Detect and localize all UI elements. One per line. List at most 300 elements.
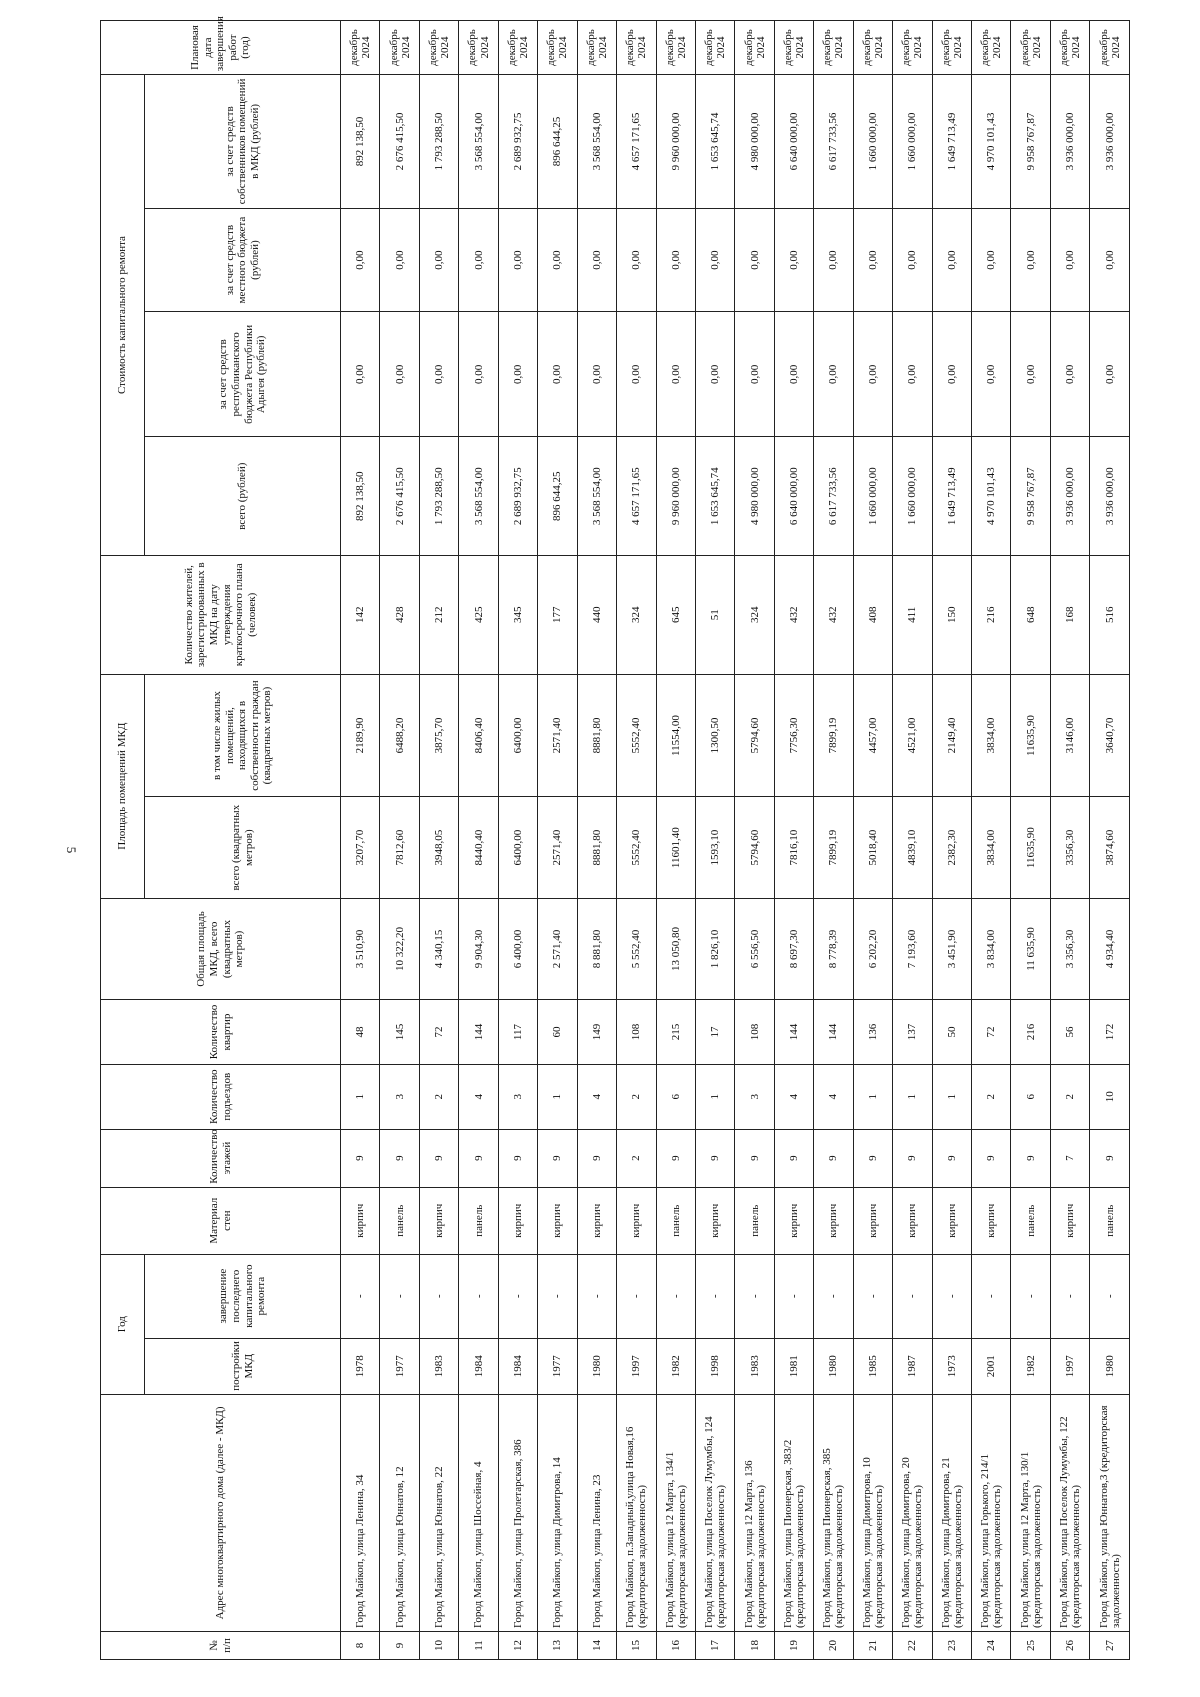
header-apartments: Количество квартир (101, 1000, 341, 1065)
row-walls: панель (380, 1187, 419, 1254)
row-entrances: 1 (893, 1064, 932, 1129)
table-row (617, 21, 656, 1660)
row-cost-republic: 0,00 (1090, 312, 1130, 437)
row-year-repair: - (774, 1254, 813, 1338)
row-entrances: 4 (814, 1064, 853, 1129)
row-year-built: 1982 (1011, 1338, 1050, 1394)
row-deadline: декабрь 2024 (695, 21, 734, 75)
row-year-built: 1977 (538, 1338, 577, 1394)
row-cost-republic: 0,00 (1011, 312, 1050, 437)
row-cost-republic: 0,00 (341, 312, 380, 437)
row-cost-local: 0,00 (419, 208, 458, 312)
row-number: 25 (1011, 1631, 1050, 1659)
row-cost-republic: 0,00 (932, 312, 971, 437)
row-apartments: 216 (1011, 1000, 1050, 1065)
row-cost-total: 1 793 288,50 (419, 437, 458, 556)
row-number: 11 (459, 1631, 498, 1659)
row-walls: кирпич (1050, 1187, 1089, 1254)
row-walls: кирпич (341, 1187, 380, 1254)
row-address: Город Майкоп, улица Пролетарская, 386 (498, 1394, 537, 1631)
row-address: Город Майкоп, улица 12 Марта, 130/1 (кредиторская задолженность) (1011, 1394, 1050, 1631)
header-area-group: Площадь помещений МКД (101, 674, 145, 898)
row-cost-owners: 2 676 415,50 (380, 75, 419, 209)
row-deadline: декабрь 2024 (419, 21, 458, 75)
row-total-area: 1 826,10 (695, 898, 734, 999)
row-residents: 648 (1011, 555, 1050, 674)
table-row (735, 21, 774, 1660)
row-area-owned: 7899,19 (814, 674, 853, 797)
row-number: 23 (932, 1631, 971, 1659)
row-area-total: 3834,00 (972, 797, 1011, 898)
row-cost-total: 896 644,25 (538, 437, 577, 556)
row-cost-owners: 1 649 713,49 (932, 75, 971, 209)
table-row (932, 21, 971, 1660)
row-year-built: 1980 (814, 1338, 853, 1394)
row-area-total: 2382,30 (932, 797, 971, 898)
row-area-owned: 3875,70 (419, 674, 458, 797)
row-total-area: 7 193,60 (893, 898, 932, 999)
row-floors: 9 (972, 1129, 1011, 1187)
row-number: 10 (419, 1631, 458, 1659)
row-cost-republic: 0,00 (577, 312, 616, 437)
table-row (577, 21, 616, 1660)
row-address: Город Майкоп, улица Поселок Лумумбы, 122 (кредиторская задолженность) (1050, 1394, 1089, 1631)
row-year-built: 1984 (498, 1338, 537, 1394)
row-walls: кирпич (538, 1187, 577, 1254)
row-cost-local: 0,00 (972, 208, 1011, 312)
row-area-total: 5018,40 (853, 797, 892, 898)
table-row (656, 21, 695, 1660)
table-row (893, 21, 932, 1660)
row-cost-republic: 0,00 (853, 312, 892, 437)
row-total-area: 6 556,50 (735, 898, 774, 999)
row-entrances: 6 (656, 1064, 695, 1129)
row-cost-owners: 1 660 000,00 (893, 75, 932, 209)
row-area-owned: 4457,00 (853, 674, 892, 797)
row-cost-local: 0,00 (774, 208, 813, 312)
row-cost-local: 0,00 (341, 208, 380, 312)
rotated-table-container (100, 16, 1130, 1660)
row-area-total: 1593,10 (695, 797, 734, 898)
row-area-total: 11635,90 (1011, 797, 1050, 898)
row-residents: 142 (341, 555, 380, 674)
header-year-group: Год (101, 1254, 145, 1394)
row-floors: 9 (893, 1129, 932, 1187)
row-year-repair: - (695, 1254, 734, 1338)
row-apartments: 144 (774, 1000, 813, 1065)
row-area-owned: 5552,40 (617, 674, 656, 797)
row-cost-local: 0,00 (380, 208, 419, 312)
row-deadline: декабрь 2024 (932, 21, 971, 75)
row-cost-total: 3 936 000,00 (1090, 437, 1130, 556)
row-apartments: 149 (577, 1000, 616, 1065)
row-cost-republic: 0,00 (774, 312, 813, 437)
row-address: Город Майкоп, улица Ленина, 34 (341, 1394, 380, 1631)
row-floors: 9 (577, 1129, 616, 1187)
row-apartments: 60 (538, 1000, 577, 1065)
table-body (341, 21, 1130, 1660)
row-cost-total: 1 649 713,49 (932, 437, 971, 556)
row-cost-local: 0,00 (538, 208, 577, 312)
row-cost-local: 0,00 (577, 208, 616, 312)
row-total-area: 4 934,40 (1090, 898, 1130, 999)
row-entrances: 2 (419, 1064, 458, 1129)
row-entrances: 10 (1090, 1064, 1130, 1129)
row-address: Город Майкоп, улица Юннатов, 22 (419, 1394, 458, 1631)
row-cost-local: 0,00 (893, 208, 932, 312)
row-year-repair: - (932, 1254, 971, 1338)
row-cost-owners: 3 568 554,00 (577, 75, 616, 209)
row-residents: 324 (617, 555, 656, 674)
row-cost-local: 0,00 (1011, 208, 1050, 312)
row-residents: 425 (459, 555, 498, 674)
row-floors: 9 (1011, 1129, 1050, 1187)
page-number: 5 (64, 846, 79, 854)
row-walls: кирпич (419, 1187, 458, 1254)
row-walls: панель (656, 1187, 695, 1254)
row-residents: 150 (932, 555, 971, 674)
row-year-built: 1987 (893, 1338, 932, 1394)
row-number: 22 (893, 1631, 932, 1659)
row-area-owned: 1300,50 (695, 674, 734, 797)
row-number: 26 (1050, 1631, 1089, 1659)
row-floors: 2 (617, 1129, 656, 1187)
row-apartments: 144 (459, 1000, 498, 1065)
header-number: № п/п (101, 1631, 341, 1659)
row-area-owned: 6400,00 (498, 674, 537, 797)
row-cost-owners: 4 980 000,00 (735, 75, 774, 209)
row-cost-total: 9 960 000,00 (656, 437, 695, 556)
row-total-area: 9 904,30 (459, 898, 498, 999)
row-number: 14 (577, 1631, 616, 1659)
table-header (101, 16, 341, 1660)
row-year-built: 1997 (617, 1338, 656, 1394)
row-address: Город Майкоп, улица 12 Марта, 134/1 (кредиторская задолженность) (656, 1394, 695, 1631)
row-cost-owners: 2 689 932,75 (498, 75, 537, 209)
row-entrances: 2 (1050, 1064, 1089, 1129)
row-apartments: 48 (341, 1000, 380, 1065)
row-year-repair: - (735, 1254, 774, 1338)
row-walls: панель (459, 1187, 498, 1254)
table-row (1011, 21, 1050, 1660)
row-walls: панель (735, 1187, 774, 1254)
row-floors: 9 (341, 1129, 380, 1187)
row-year-repair: - (538, 1254, 577, 1338)
row-year-built: 1985 (853, 1338, 892, 1394)
row-entrances: 4 (459, 1064, 498, 1129)
row-total-area: 13 050,80 (656, 898, 695, 999)
row-cost-total: 4 657 171,65 (617, 437, 656, 556)
row-deadline: декабрь 2024 (341, 21, 380, 75)
row-walls: кирпич (695, 1187, 734, 1254)
row-cost-local: 0,00 (498, 208, 537, 312)
row-cost-total: 9 958 767,87 (1011, 437, 1050, 556)
row-total-area: 6 202,20 (853, 898, 892, 999)
row-cost-local: 0,00 (932, 208, 971, 312)
row-apartments: 137 (893, 1000, 932, 1065)
row-walls: кирпич (893, 1187, 932, 1254)
row-cost-total: 2 689 932,75 (498, 437, 537, 556)
row-cost-total: 6 617 733,56 (814, 437, 853, 556)
row-address: Город Майкоп, улица Горького, 214/1 (кредиторская задолженность) (972, 1394, 1011, 1631)
row-area-owned: 11554,00 (656, 674, 695, 797)
row-apartments: 72 (972, 1000, 1011, 1065)
row-cost-republic: 0,00 (735, 312, 774, 437)
row-deadline: декабрь 2024 (972, 21, 1011, 75)
row-walls: кирпич (617, 1187, 656, 1254)
row-area-total: 3356,30 (1050, 797, 1089, 898)
row-entrances: 3 (735, 1064, 774, 1129)
row-residents: 168 (1050, 555, 1089, 674)
row-address: Город Майкоп, улица Димитрова, 14 (538, 1394, 577, 1631)
row-cost-republic: 0,00 (656, 312, 695, 437)
row-entrances: 6 (1011, 1064, 1050, 1129)
row-entrances: 4 (577, 1064, 616, 1129)
row-cost-republic: 0,00 (893, 312, 932, 437)
row-year-built: 2001 (972, 1338, 1011, 1394)
row-area-total: 5794,60 (735, 797, 774, 898)
row-number: 27 (1090, 1631, 1130, 1659)
header-area-total: всего (квадратных метров) (145, 797, 341, 898)
row-apartments: 172 (1090, 1000, 1130, 1065)
row-cost-owners: 3 568 554,00 (459, 75, 498, 209)
row-cost-local: 0,00 (695, 208, 734, 312)
row-number: 16 (656, 1631, 695, 1659)
header-address: Адрес многоквартирного дома (далее - МКД) (101, 1394, 341, 1631)
row-number: 19 (774, 1631, 813, 1659)
row-deadline: декабрь 2024 (735, 21, 774, 75)
row-area-total: 6400,00 (498, 797, 537, 898)
row-area-owned: 3640,70 (1090, 674, 1130, 797)
row-cost-owners: 9 958 767,87 (1011, 75, 1050, 209)
row-apartments: 145 (380, 1000, 419, 1065)
row-deadline: декабрь 2024 (617, 21, 656, 75)
row-cost-owners: 4 657 171,65 (617, 75, 656, 209)
row-deadline: декабрь 2024 (577, 21, 616, 75)
table-row (341, 21, 380, 1660)
table-row (1050, 21, 1089, 1660)
row-residents: 51 (695, 555, 734, 674)
row-floors: 9 (538, 1129, 577, 1187)
row-residents: 345 (498, 555, 537, 674)
row-residents: 516 (1090, 555, 1130, 674)
row-year-built: 1977 (380, 1338, 419, 1394)
row-floors: 9 (932, 1129, 971, 1187)
row-cost-local: 0,00 (656, 208, 695, 312)
row-year-repair: - (1011, 1254, 1050, 1338)
row-year-built: 1984 (459, 1338, 498, 1394)
header-walls: Материал стен (101, 1187, 341, 1254)
row-number: 13 (538, 1631, 577, 1659)
row-residents: 216 (972, 555, 1011, 674)
header-cost-local: за счет средств местного бюджета (рублей) (145, 208, 341, 312)
row-cost-owners: 6 640 000,00 (774, 75, 813, 209)
header-floors: Количество этажей (101, 1129, 341, 1187)
row-total-area: 11 635,90 (1011, 898, 1050, 999)
row-cost-owners: 9 960 000,00 (656, 75, 695, 209)
row-deadline: декабрь 2024 (1011, 21, 1050, 75)
row-residents: 212 (419, 555, 458, 674)
row-cost-total: 1 660 000,00 (893, 437, 932, 556)
table-row (459, 21, 498, 1660)
row-cost-total: 3 568 554,00 (459, 437, 498, 556)
row-residents: 428 (380, 555, 419, 674)
row-year-repair: - (617, 1254, 656, 1338)
row-residents: 432 (774, 555, 813, 674)
row-year-repair: - (853, 1254, 892, 1338)
row-area-total: 7812,60 (380, 797, 419, 898)
row-total-area: 8 881,80 (577, 898, 616, 999)
row-deadline: декабрь 2024 (814, 21, 853, 75)
row-area-owned: 5794,60 (735, 674, 774, 797)
table-row (972, 21, 1011, 1660)
row-cost-local: 0,00 (1050, 208, 1089, 312)
row-entrances: 2 (972, 1064, 1011, 1129)
row-floors: 9 (735, 1129, 774, 1187)
row-entrances: 1 (341, 1064, 380, 1129)
row-cost-local: 0,00 (459, 208, 498, 312)
row-area-total: 4839,10 (893, 797, 932, 898)
row-cost-local: 0,00 (1090, 208, 1130, 312)
header-cost-group: Стоимость капитального ремонта (101, 75, 145, 556)
row-deadline: декабрь 2024 (538, 21, 577, 75)
row-apartments: 108 (617, 1000, 656, 1065)
row-area-total: 8440,40 (459, 797, 498, 898)
row-floors: 9 (380, 1129, 419, 1187)
row-apartments: 108 (735, 1000, 774, 1065)
row-address: Город Майкоп, улица Пионерская, 383/2 (кредиторская задолженность) (774, 1394, 813, 1631)
row-address: Город Майкоп, улица Поселок Лумумбы, 124 (кредиторская задолженность) (695, 1394, 734, 1631)
row-number: 15 (617, 1631, 656, 1659)
row-cost-local: 0,00 (853, 208, 892, 312)
row-cost-local: 0,00 (735, 208, 774, 312)
row-area-owned: 2571,40 (538, 674, 577, 797)
row-number: 9 (380, 1631, 419, 1659)
header-year-built: постройки МКД (145, 1338, 341, 1394)
row-apartments: 72 (419, 1000, 458, 1065)
row-cost-owners: 3 936 000,00 (1050, 75, 1089, 209)
row-address: Город Майкоп, улица Пионерская, 385 (кредиторская задолженность) (814, 1394, 853, 1631)
row-deadline: декабрь 2024 (774, 21, 813, 75)
header-cost-republic: за счет средств республиканского бюджета Республики Адыгея (рублей) (145, 312, 341, 437)
header-area-owned: в том числе жилых помещений, находящихся в собственности граждан (квадратных метров) (145, 674, 341, 797)
row-cost-total: 3 568 554,00 (577, 437, 616, 556)
row-walls: кирпич (498, 1187, 537, 1254)
row-cost-total: 1 660 000,00 (853, 437, 892, 556)
row-cost-owners: 4 970 101,43 (972, 75, 1011, 209)
header-cost-owners: за счет средств собственников помещений в МКД (рублей) (145, 75, 341, 209)
row-year-built: 1973 (932, 1338, 971, 1394)
row-total-area: 8 778,39 (814, 898, 853, 999)
row-walls: панель (1090, 1187, 1130, 1254)
row-number: 20 (814, 1631, 853, 1659)
row-number: 18 (735, 1631, 774, 1659)
table-row (1090, 21, 1130, 1660)
row-area-total: 3948,05 (419, 797, 458, 898)
row-number: 17 (695, 1631, 734, 1659)
row-total-area: 6 400,00 (498, 898, 537, 999)
row-floors: 9 (419, 1129, 458, 1187)
row-year-repair: - (380, 1254, 419, 1338)
row-year-built: 1983 (735, 1338, 774, 1394)
row-entrances: 1 (932, 1064, 971, 1129)
row-year-repair: - (459, 1254, 498, 1338)
row-cost-republic: 0,00 (814, 312, 853, 437)
row-floors: 9 (695, 1129, 734, 1187)
row-cost-owners: 6 617 733,56 (814, 75, 853, 209)
row-entrances: 1 (538, 1064, 577, 1129)
row-floors: 9 (1090, 1129, 1130, 1187)
row-total-area: 3 834,00 (972, 898, 1011, 999)
table-row (853, 21, 892, 1660)
row-area-total: 7899,19 (814, 797, 853, 898)
row-total-area: 10 322,20 (380, 898, 419, 999)
row-cost-total: 4 980 000,00 (735, 437, 774, 556)
row-residents: 432 (814, 555, 853, 674)
row-number: 24 (972, 1631, 1011, 1659)
table-row (695, 21, 734, 1660)
row-total-area: 5 552,40 (617, 898, 656, 999)
row-walls: кирпич (577, 1187, 616, 1254)
row-number: 21 (853, 1631, 892, 1659)
row-area-total: 7816,10 (774, 797, 813, 898)
row-residents: 324 (735, 555, 774, 674)
row-deadline: декабрь 2024 (498, 21, 537, 75)
row-walls: кирпич (853, 1187, 892, 1254)
table-row (538, 21, 577, 1660)
row-walls: кирпич (774, 1187, 813, 1254)
row-address: Город Майкоп, улица Димитрова, 20 (кредиторская задолженность) (893, 1394, 932, 1631)
row-walls: кирпич (932, 1187, 971, 1254)
table-row (419, 21, 458, 1660)
row-apartments: 17 (695, 1000, 734, 1065)
row-entrances: 4 (774, 1064, 813, 1129)
row-total-area: 2 571,40 (538, 898, 577, 999)
row-address: Город Майкоп, улица Юннатов, 12 (380, 1394, 419, 1631)
row-number: 12 (498, 1631, 537, 1659)
row-year-repair: - (893, 1254, 932, 1338)
header-total-area: Общая площадь МКД, всего (квадратных метров) (101, 898, 341, 999)
row-cost-local: 0,00 (814, 208, 853, 312)
row-cost-republic: 0,00 (617, 312, 656, 437)
row-cost-owners: 892 138,50 (341, 75, 380, 209)
row-address: Город Майкоп, улица Димитрова, 10 (кредиторская задолженность) (853, 1394, 892, 1631)
row-cost-republic: 0,00 (538, 312, 577, 437)
row-year-built: 1978 (341, 1338, 380, 1394)
row-residents: 645 (656, 555, 695, 674)
row-residents: 440 (577, 555, 616, 674)
row-total-area: 3 451,90 (932, 898, 971, 999)
row-apartments: 56 (1050, 1000, 1089, 1065)
row-entrances: 3 (380, 1064, 419, 1129)
row-address: Город Майкоп, улица Ленина, 23 (577, 1394, 616, 1631)
row-area-total: 5552,40 (617, 797, 656, 898)
row-entrances: 2 (617, 1064, 656, 1129)
row-cost-total: 2 676 415,50 (380, 437, 419, 556)
row-cost-total: 4 970 101,43 (972, 437, 1011, 556)
row-year-built: 1998 (695, 1338, 734, 1394)
capital-repair-table (100, 16, 1130, 1660)
row-deadline: декабрь 2024 (893, 21, 932, 75)
row-year-built: 1980 (577, 1338, 616, 1394)
row-year-repair: - (1050, 1254, 1089, 1338)
row-cost-total: 1 653 645,74 (695, 437, 734, 556)
row-floors: 9 (814, 1129, 853, 1187)
row-total-area: 3 510,90 (341, 898, 380, 999)
row-apartments: 136 (853, 1000, 892, 1065)
row-cost-total: 3 936 000,00 (1050, 437, 1089, 556)
row-address: Город Майкоп, п.Западный,улица Новая,16 (кредиторская задолженность) (617, 1394, 656, 1631)
